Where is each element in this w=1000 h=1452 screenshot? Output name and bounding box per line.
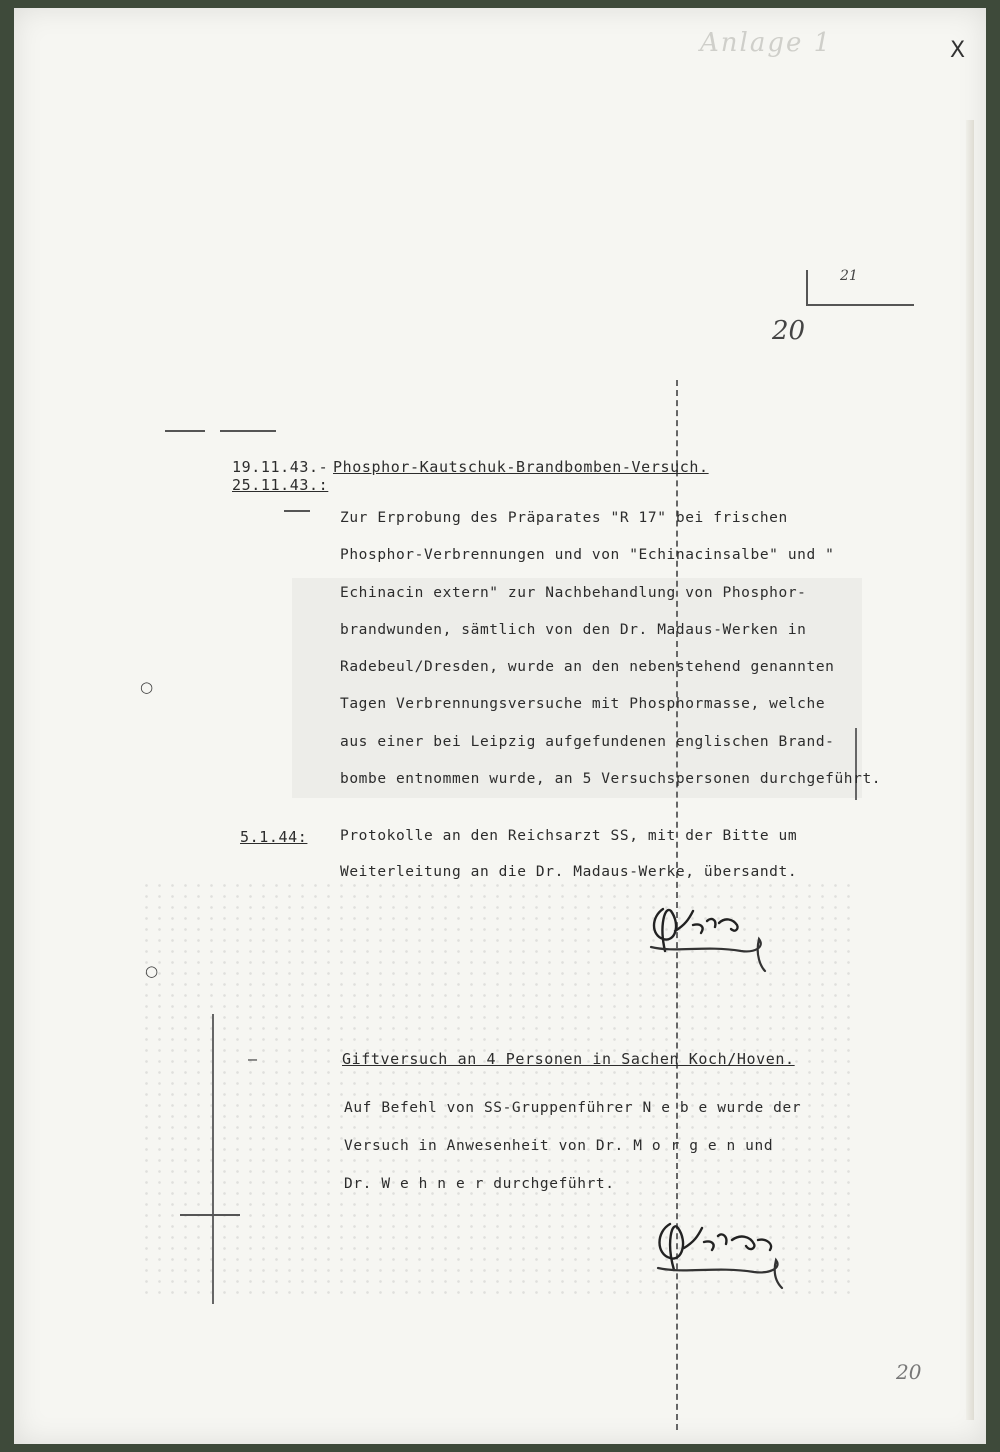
pencil-annotation: Anlage 1 (700, 28, 833, 58)
entry1-line: aus einer bei Leipzig aufgefundenen englischen Brand- (340, 734, 835, 750)
copy-shading (292, 578, 862, 798)
entry1-line: Zur Erprobung des Präparates "R 17" bei frischen (340, 510, 788, 526)
handwritten-page-number: 20 (772, 316, 806, 346)
entry3-date-from: — (248, 1050, 258, 1068)
margin-cross (180, 1214, 240, 1216)
signature (650, 1210, 800, 1290)
page-edge (966, 120, 974, 1420)
entry1-line: bombe entnommen wurde, an 5 Versuchspersonen durchgeführt. (340, 771, 882, 787)
margin-line (212, 1014, 214, 1304)
entry1-line: brandwunden, sämtlich von den Dr. Madaus-Werken in (340, 622, 807, 638)
entry1-heading: Phosphor-Kautschuk-Brandbomben-Versuch. (333, 458, 709, 476)
margin-mark: ○ (145, 962, 159, 980)
folio-stamp-number: 21 (840, 268, 858, 284)
separator-dash (284, 510, 310, 512)
entry1-line: Tagen Verbrennungsversuche mit Phosphormasse, welche (340, 696, 826, 712)
entry2-line: Protokolle an den Reichsarzt SS, mit der Bitte um (340, 828, 798, 844)
entry3-heading: Giftversuch an 4 Personen in Sachen Koch/Hoven. (342, 1050, 795, 1068)
corner-mark: X (950, 38, 966, 63)
entry2-date: 5.1.44: (240, 828, 308, 846)
separator-dash (165, 430, 205, 432)
entry3-line: Auf Befehl von SS-Gruppenführer N e b e wurde der (344, 1100, 802, 1116)
entry3-line: Versuch in Anwesenheit von Dr. M o r g e n und (344, 1138, 774, 1154)
signature (645, 895, 775, 975)
entry1-date-to: 25.11.43.: (232, 476, 329, 494)
separator-dash (220, 430, 276, 432)
entry1-line: Radebeul/Dresden, wurde an den nebenstehend genannten (340, 659, 835, 675)
entry3-line: Dr. W e h n e r durchgeführt. (344, 1176, 615, 1192)
bottom-page-number: 20 (896, 1360, 922, 1384)
folio-stamp (806, 270, 914, 306)
entry1-line: Phosphor-Verbrennungen und von "Echinacinsalbe" und " (340, 547, 835, 563)
entry2-line: Weiterleitung an die Dr. Madaus-Werke, übersandt. (340, 864, 798, 880)
entry1-date-from: 19.11.43.- (232, 458, 329, 476)
margin-bracket (855, 728, 857, 800)
entry1-line: Echinacin extern" zur Nachbehandlung von Phosphor- (340, 585, 807, 601)
margin-mark: ○ (140, 678, 154, 696)
